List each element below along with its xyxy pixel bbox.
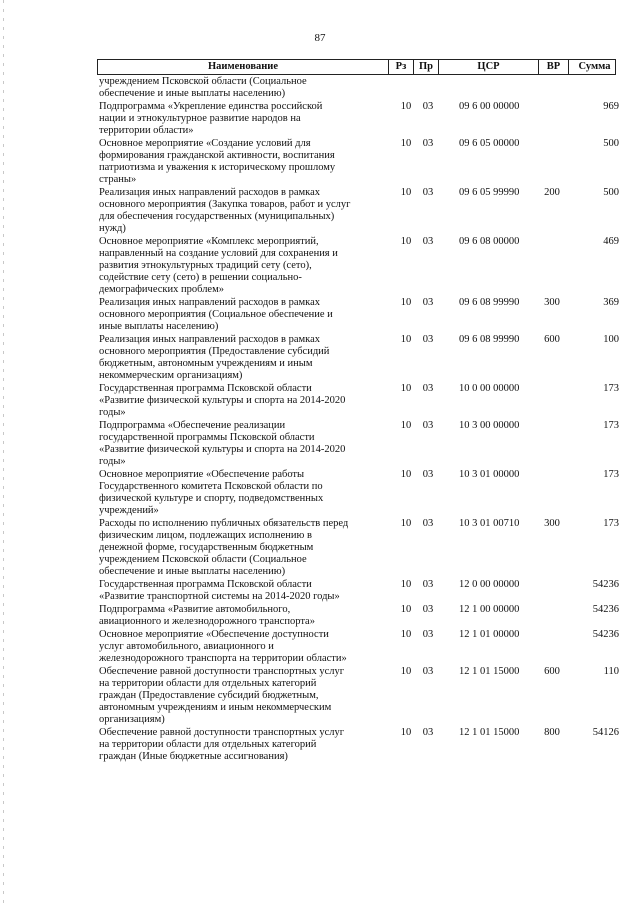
row-csr: 12 1 01 00000 (459, 629, 520, 640)
header-sum: Сумма (568, 60, 620, 74)
row-name (97, 187, 389, 235)
row-sum: 54236 (592, 579, 619, 590)
row-name-line: физической культуре и спорту, подведомственных (99, 493, 324, 504)
row-name (97, 518, 389, 578)
row-rz: 10 (400, 604, 412, 615)
row-vr (535, 469, 569, 517)
row-sum (569, 76, 621, 100)
row-sum: 469 (603, 236, 619, 247)
row-vr: 300 (544, 518, 560, 529)
row-vr (535, 383, 569, 419)
row-sum: 54126 (592, 727, 619, 738)
row-name-line: учреждений» (99, 505, 159, 516)
header-rz: Рз (388, 60, 413, 74)
table-row (97, 138, 619, 186)
row-name-line: Основное мероприятие «Обеспечение доступности (99, 629, 329, 640)
row-pr: 03 (422, 629, 434, 640)
row-vr (535, 604, 569, 628)
row-name-line: страны» (99, 174, 137, 185)
row-name-line: обеспечение и иные выплаты населению) (99, 566, 286, 577)
row-vr (535, 236, 569, 296)
row-sum: 173 (603, 420, 619, 431)
row-pr: 03 (422, 297, 434, 308)
row-pr: 03 (422, 666, 434, 677)
table-header (97, 59, 616, 75)
row-name-line: содействие сету (сето) в решении социально- (99, 272, 302, 283)
row-sum: 54236 (592, 604, 619, 615)
row-sum: 110 (603, 666, 619, 677)
row-vr (535, 420, 569, 468)
table-body (97, 76, 619, 763)
row-name-line: «Развитие физической культуры и спорта на 2014-2020 (99, 395, 346, 406)
table-row (97, 666, 619, 726)
row-name-line: демографических проблем» (99, 284, 224, 295)
row-csr: 09 6 05 99990 (459, 187, 520, 198)
row-name (97, 604, 389, 628)
row-name-line: Подпрограмма «Обеспечение реализации (99, 420, 286, 431)
row-name-line: Реализация иных направлений расходов в рамках (99, 187, 321, 198)
row-pr: 03 (422, 334, 434, 345)
row-pr: 03 (422, 383, 434, 394)
row-sum: 969 (603, 101, 619, 112)
row-pr: 03 (422, 469, 434, 480)
scan-edge (3, 0, 4, 905)
table-row (97, 383, 619, 419)
row-name-line: обеспечение и иные выплаты населению) (99, 88, 286, 99)
row-rz: 10 (400, 727, 412, 738)
row-rz: 10 (400, 101, 412, 112)
row-sum: 173 (603, 469, 619, 480)
row-rz: 10 (400, 334, 412, 345)
row-name-line: учреждением Псковской области (Социальное (99, 554, 307, 565)
row-name-line: Подпрограмма «Развитие автомобильного, (99, 604, 291, 615)
table-row (97, 297, 619, 333)
row-name-line: «Развитие транспортной системы на 2014-2020 годы» (99, 591, 340, 602)
row-name-line: направленный на создание условий для сохранения и (99, 248, 338, 259)
header-csr: ЦСР (438, 60, 538, 74)
row-name-line: годы» (99, 407, 126, 418)
row-name-line: Подпрограмма «Укрепление единства российской (99, 101, 323, 112)
row-rz (389, 76, 417, 100)
row-name-line: Основное мероприятие «Комплекс мероприятий, (99, 236, 319, 247)
row-csr: 09 6 08 99990 (459, 297, 520, 308)
row-name-line: Обеспечение равной доступности транспортных услуг (99, 666, 345, 677)
row-csr (439, 76, 535, 100)
table-row (97, 236, 619, 296)
row-name-line: территории области» (99, 125, 194, 136)
row-vr (535, 76, 569, 100)
row-vr: 600 (544, 666, 560, 677)
row-name-line: основного мероприятия (Предоставление субсидий (99, 346, 330, 357)
budget-table (97, 59, 619, 764)
row-pr: 03 (422, 101, 434, 112)
row-name-line: развития этнокультурных традиций сету (сето), (99, 260, 312, 271)
table-row (97, 187, 619, 235)
row-name-line: нации и этнокультурное развитие народов на (99, 113, 301, 124)
row-name-line: физическим лицом, подлежащих исполнению в (99, 530, 312, 541)
row-pr: 03 (422, 187, 434, 198)
row-pr: 03 (422, 604, 434, 615)
row-vr (535, 629, 569, 665)
row-name-line: на территории области для отдельных категорий (99, 739, 317, 750)
row-sum: 54236 (592, 629, 619, 640)
table-row (97, 629, 619, 665)
row-csr: 12 0 00 00000 (459, 579, 520, 590)
row-name-line: нужд) (99, 223, 126, 234)
header-pr: Пр (413, 60, 438, 74)
row-name-line: Расходы по исполнению публичных обязательств перед (99, 518, 349, 529)
row-name-line: автономным учреждениям и иным некоммерческим (99, 702, 332, 713)
row-name (97, 297, 389, 333)
row-csr: 10 3 01 00710 (459, 518, 520, 529)
row-name-line: Государственная программа Псковской области (99, 579, 312, 590)
row-name-line: граждан (Предоставление субсидий бюджетным, (99, 690, 319, 701)
row-name-line: на территории области для отдельных категорий (99, 678, 317, 689)
row-sum: 100 (603, 334, 619, 345)
row-vr: 300 (544, 297, 560, 308)
row-pr: 03 (422, 420, 434, 431)
row-vr (535, 101, 569, 137)
row-name (97, 334, 389, 382)
row-csr: 10 3 01 00000 (459, 469, 520, 480)
table-row (97, 518, 619, 578)
row-name-line: патриотизма и уважения к историческому прошлому (99, 162, 336, 173)
row-name-line: Реализация иных направлений расходов в рамках (99, 334, 321, 345)
row-rz: 10 (400, 236, 412, 247)
row-name-line: Обеспечение равной доступности транспортных услуг (99, 727, 345, 738)
row-name (97, 666, 389, 726)
row-name (97, 76, 389, 100)
row-vr: 800 (544, 727, 560, 738)
row-pr: 03 (422, 236, 434, 247)
row-csr: 12 1 00 00000 (459, 604, 520, 615)
row-name (97, 101, 389, 137)
table-row (97, 469, 619, 517)
table-row (97, 76, 616, 100)
row-name-line: для обеспечения государственных (муниципальных) (99, 211, 335, 222)
row-name-line: граждан (Иные бюджетные ассигнования) (99, 751, 288, 762)
row-rz: 10 (400, 469, 412, 480)
row-vr (535, 138, 569, 186)
row-csr: 09 6 08 99990 (459, 334, 520, 345)
row-name-line: учреждением Псковской области (Социальное (99, 76, 307, 87)
row-name-line: некоммерческим организациям) (99, 370, 243, 381)
row-csr: 09 6 08 00000 (459, 236, 520, 247)
row-pr: 03 (422, 579, 434, 590)
row-pr: 03 (422, 138, 434, 149)
row-sum: 500 (603, 138, 619, 149)
row-pr: 03 (422, 518, 434, 529)
row-sum: 173 (603, 383, 619, 394)
row-csr: 10 3 00 00000 (459, 420, 520, 431)
row-name-line: «Развитие физической культуры и спорта на 2014-2020 (99, 444, 346, 455)
table-row (97, 420, 619, 468)
row-vr (535, 579, 569, 603)
row-rz: 10 (400, 383, 412, 394)
row-rz: 10 (400, 629, 412, 640)
row-csr: 09 6 00 00000 (459, 101, 520, 112)
row-name-line: Реализация иных направлений расходов в рамках (99, 297, 321, 308)
row-name-line: иные выплаты населению) (99, 321, 219, 332)
row-name-line: формирования гражданской активности, воспитания (99, 150, 335, 161)
row-rz: 10 (400, 666, 412, 677)
row-rz: 10 (400, 187, 412, 198)
row-csr: 09 6 05 00000 (459, 138, 520, 149)
row-vr: 200 (544, 187, 560, 198)
row-rz: 10 (400, 518, 412, 529)
table-row (97, 579, 619, 603)
table-row (97, 604, 619, 628)
row-sum: 173 (603, 518, 619, 529)
row-name-line: годы» (99, 456, 126, 467)
row-pr: 03 (422, 727, 434, 738)
row-name (97, 138, 389, 186)
row-csr: 12 1 01 15000 (459, 666, 520, 677)
row-name (97, 579, 389, 603)
row-name-line: авиационного и железнодорожного транспорта» (99, 616, 315, 627)
row-csr: 12 1 01 15000 (459, 727, 520, 738)
row-name-line: организациям) (99, 714, 165, 725)
row-sum: 500 (603, 187, 619, 198)
row-vr: 600 (544, 334, 560, 345)
table-row (97, 727, 619, 763)
row-name (97, 420, 389, 468)
row-csr: 10 0 00 00000 (459, 383, 520, 394)
row-name-line: железнодорожного транспорта на территории области» (99, 653, 347, 664)
row-sum: 369 (603, 297, 619, 308)
row-name-line: государственной программы Псковской области (99, 432, 315, 443)
row-name (97, 629, 389, 665)
row-name-line: основного мероприятия (Социальное обеспечение и (99, 309, 333, 320)
row-rz: 10 (400, 297, 412, 308)
row-name-line: Основное мероприятие «Обеспечение работы (99, 469, 305, 480)
row-rz: 10 (400, 420, 412, 431)
row-name (97, 383, 389, 419)
table-row (97, 101, 619, 137)
row-name (97, 469, 389, 517)
row-name-line: основного мероприятия (Закупка товаров, работ и услуг (99, 199, 351, 210)
row-name-line: бюджетным, автономным учреждениям и иным (99, 358, 313, 369)
row-name-line: денежной форме, государственным бюджетным (99, 542, 314, 553)
row-name (97, 727, 389, 763)
table-row (97, 334, 619, 382)
row-pr (417, 76, 439, 100)
row-name-line: Государственного комитета Псковской области по (99, 481, 323, 492)
row-name-line: Государственная программа Псковской области (99, 383, 312, 394)
header-vr: ВР (538, 60, 568, 74)
row-name-line: услуг автомобильного, авиационного и (99, 641, 274, 652)
row-name-line: Основное мероприятие «Создание условий для (99, 138, 311, 149)
page-number: 87 (314, 32, 326, 44)
row-name (97, 236, 389, 296)
header-name: Наименование (208, 61, 278, 72)
row-rz: 10 (400, 138, 412, 149)
row-rz: 10 (400, 579, 412, 590)
